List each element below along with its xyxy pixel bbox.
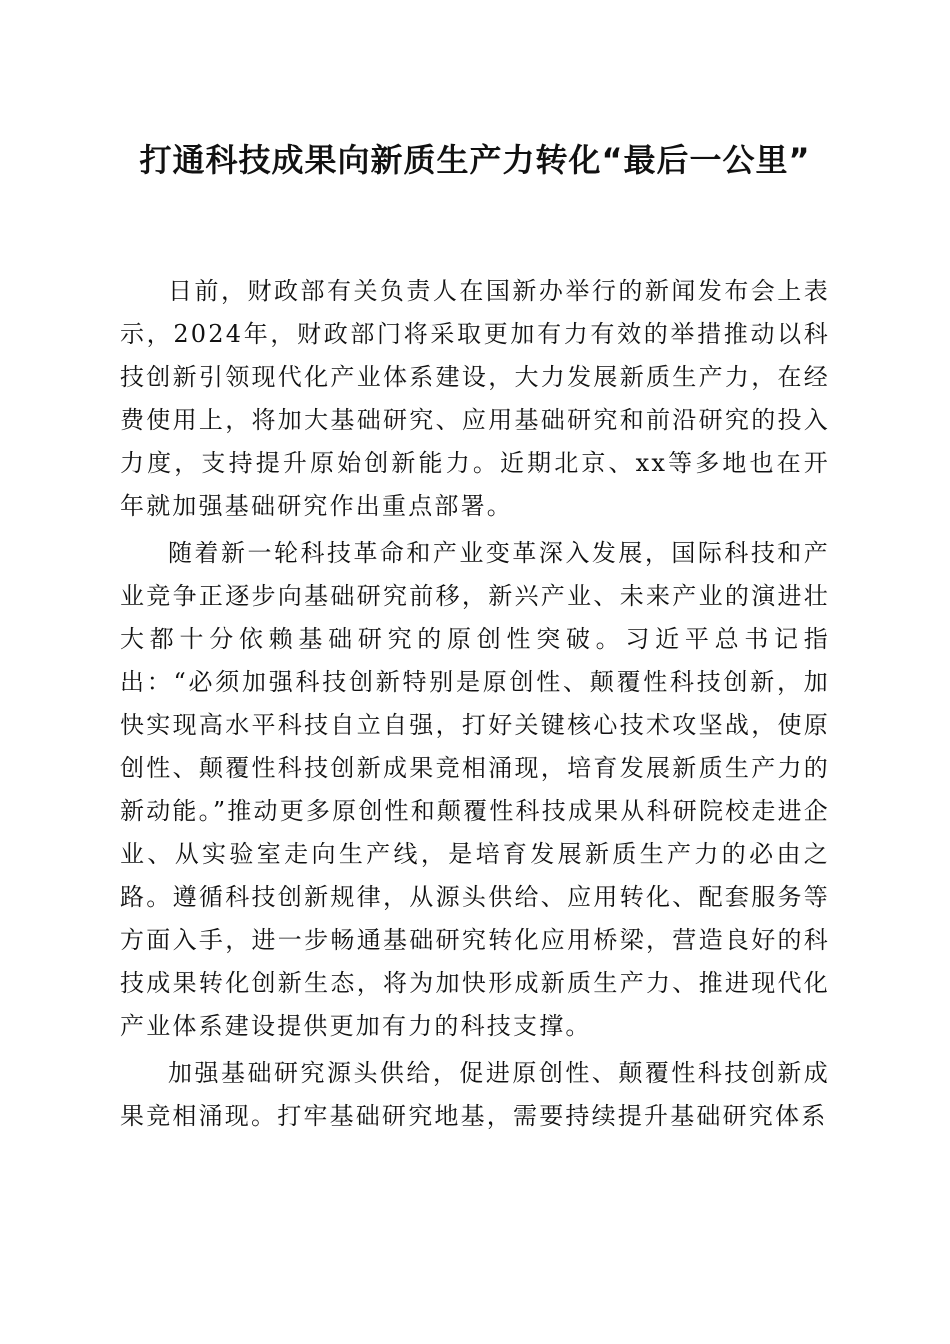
paragraph-1: 日前，财政部有关负责人在国新办举行的新闻发布会上表示，2024年，财政部门将采取更加有力有效的举措推动以科技创新引领现代化产业体系建设，大力发展新质生产力，在经费使用上，将加大基础研究、应用基础研究和前沿研究的投入力度，支持提升原始创新能力。近期北京、xx等多地也在开年就加强基础研究作出重点部署。 — [120, 277, 830, 520]
document-title: 打通科技成果向新质生产力转化“最后一公里” — [139, 141, 811, 179]
paragraph-3: 加强基础研究源头供给，促进原创性、颠覆性科技创新成果竞相涌现。打牢基础研究地基，需要持续提升基础研究体系 — [120, 1059, 830, 1130]
document-body — [120, 270, 830, 1142]
paragraph-2: 随着新一轮科技革命和产业变革深入发展，国际科技和产业竞争正逐步向基础研究前移，新兴产业、未来产业的演进壮大都十分依赖基础研究的原创性突破。习近平总书记指出：“必须加强科技创新特别是原创性、颠覆性科技创新，加快实现高水平科技自立自强，打好关键核心技术攻坚战，使原创性、颠覆性科技创新成果竞相涌现，培育发展新质生产力的新动能。”推动更多原创性和颠覆性科技成果从科研院校走进企业、从实验室走向生产线，是培育发展新质生产力的必由之路。遵循科技创新规律，从源头供给、应用转化、配套服务等方面入手，进一步畅通基础研究转化应用桥梁，营造良好的科技成果转化创新生态，将为加快形成新质生产力、推进现代化产业体系建设提供更加有力的科技支撑。 — [120, 539, 830, 1040]
